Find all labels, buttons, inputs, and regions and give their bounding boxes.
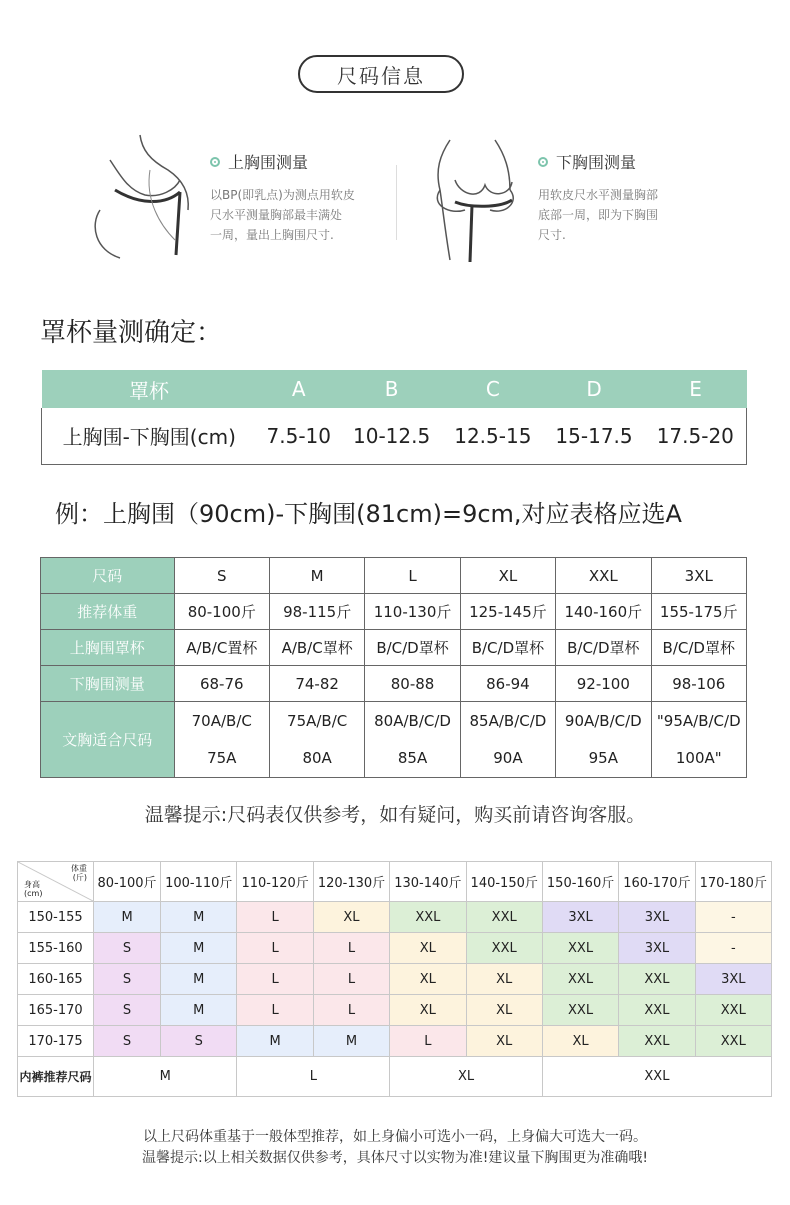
cup-range-cell: 7.5-10	[257, 408, 342, 464]
weight-label: 推荐体重	[41, 594, 175, 630]
grid-row	[18, 964, 772, 995]
size-cell: L	[365, 558, 460, 594]
bra-fit-cell: 90A/B/C/D	[556, 702, 651, 740]
page-title: 尺码信息	[298, 55, 464, 93]
grid-row	[18, 902, 772, 933]
grid-size-cell: XXL	[466, 902, 542, 933]
grid-size-cell: L	[313, 964, 389, 995]
cup-cell: B/C/D罩杯	[651, 630, 746, 666]
grid-size-cell: XXL	[542, 995, 618, 1026]
grid-size-cell: M	[313, 1026, 389, 1057]
grid-size-cell: M	[161, 964, 237, 995]
bra-fit-cell: 80A/B/C/D	[365, 702, 460, 740]
underwear-size-cell: M	[94, 1057, 237, 1097]
size-cell: 3XL	[651, 558, 746, 594]
bra-fit-cell: 85A/B/C/D	[460, 702, 555, 740]
lower-bust-desc-line: 尺寸.	[538, 228, 566, 242]
grid-size-cell: XL	[466, 964, 542, 995]
grid-weight-header: 160-170斤	[619, 862, 695, 902]
cup-table	[41, 370, 747, 465]
grid-size-cell: M	[94, 902, 161, 933]
bra-fit-cell: 75A	[174, 740, 269, 778]
grid-row	[18, 995, 772, 1026]
size-tip: 温馨提示:尺码表仅供参考，如有疑问，购买前请咨询客服。	[144, 804, 646, 826]
lower-bust-title: 下胸围测量	[556, 153, 637, 172]
under-bust-cell: 68-76	[174, 666, 269, 702]
grid-weight-header: 120-130斤	[313, 862, 389, 902]
cup-range-cell: 10-12.5	[341, 408, 442, 464]
grid-size-cell: XXL	[695, 995, 771, 1026]
under-bust-cell: 86-94	[460, 666, 555, 702]
weight-cell: 110-130斤	[365, 594, 460, 630]
bra-fit-cell: "95A/B/C/D	[651, 702, 746, 740]
under-bust-cell: 92-100	[556, 666, 651, 702]
bra-fit-cell: 85A	[365, 740, 460, 778]
lower-bust-desc-line: 底部一周，即为下胸围	[538, 208, 659, 222]
underwear-label: 内裤推荐尺码	[18, 1057, 94, 1097]
grid-size-cell: L	[313, 995, 389, 1026]
grid-weight-header: 80-100斤	[94, 862, 161, 902]
grid-size-cell: XXL	[619, 1026, 695, 1057]
underwear-size-cell: XL	[390, 1057, 543, 1097]
grid-size-cell: XXL	[466, 933, 542, 964]
grid-size-cell: S	[94, 995, 161, 1026]
size-cell: S	[174, 558, 269, 594]
cup-range-cell: 15-17.5	[543, 408, 644, 464]
grid-height-cell: 165-170	[18, 995, 94, 1026]
grid-size-cell: S	[161, 1026, 237, 1057]
grid-size-cell: XXL	[619, 995, 695, 1026]
grid-size-cell: S	[94, 933, 161, 964]
footer-tip: 温馨提示:以上相关数据仅供参考，具体尺寸以实物为准!建议量下胸围更为准确哦!	[142, 1150, 648, 1166]
grid-size-cell: XL	[466, 1026, 542, 1057]
grid-height-cell: 160-165	[18, 964, 94, 995]
grid-weight-header: 130-140斤	[390, 862, 466, 902]
bra-fit-cell: 70A/B/C	[174, 702, 269, 740]
bra-fit-cell: 90A	[460, 740, 555, 778]
cup-header-label: 罩杯	[42, 370, 257, 408]
upper-bust-measure-panel	[70, 120, 400, 270]
upper-bust-desc-line: 以BP(即乳点)为测点用软皮	[210, 188, 355, 202]
cup-section-title: 罩杯量测确定：	[40, 318, 223, 348]
cup-range-cell: 12.5-15	[442, 408, 543, 464]
under-bust-cell: 74-82	[269, 666, 364, 702]
grid-size-cell: M	[237, 1026, 313, 1057]
weight-cell: 98-115斤	[269, 594, 364, 630]
grid-height-cell: 155-160	[18, 933, 94, 964]
corner-height-label: 身高	[24, 880, 40, 889]
grid-size-cell: XXL	[542, 933, 618, 964]
grid-size-cell: S	[94, 1026, 161, 1057]
grid-size-cell: XL	[390, 964, 466, 995]
upper-bust-title: 上胸围测量	[228, 153, 309, 172]
bra-fit-label: 文胸适合尺码	[41, 702, 175, 778]
grid-size-cell: L	[237, 964, 313, 995]
size-table	[40, 557, 747, 778]
under-bust-cell: 98-106	[651, 666, 746, 702]
grid-weight-header: 110-120斤	[237, 862, 313, 902]
grid-weight-header: 140-150斤	[466, 862, 542, 902]
weight-cell: 140-160斤	[556, 594, 651, 630]
weight-cell: 125-145斤	[460, 594, 555, 630]
size-cell: XXL	[556, 558, 651, 594]
example-text: 例：上胸围（90cm)-下胸围(81cm)=9cm,对应表格应选A	[55, 500, 682, 528]
cup-row-label: 上胸围-下胸围(cm)	[42, 408, 257, 464]
cup-header-cell: B	[341, 370, 442, 408]
size-cell: M	[269, 558, 364, 594]
lower-bust-figure-illustration	[410, 130, 540, 265]
bra-fit-cell: 100A"	[651, 740, 746, 778]
weight-cell: 80-100斤	[174, 594, 269, 630]
weight-cell: 155-175斤	[651, 594, 746, 630]
cup-header-cell: C	[442, 370, 543, 408]
grid-size-cell: 3XL	[542, 902, 618, 933]
grid-body	[18, 902, 772, 1057]
grid-size-cell: L	[237, 902, 313, 933]
corner-weight-unit: (斤)	[72, 873, 87, 882]
corner-height-unit: (cm)	[24, 889, 43, 898]
grid-size-cell: L	[237, 995, 313, 1026]
grid-size-cell: XL	[313, 902, 389, 933]
grid-size-cell: L	[237, 933, 313, 964]
grid-size-cell: XXL	[619, 964, 695, 995]
grid-size-cell: -	[695, 902, 771, 933]
grid-weight-header: 150-160斤	[542, 862, 618, 902]
lower-bust-measure-panel	[400, 120, 730, 270]
cup-header-cell: D	[543, 370, 644, 408]
bullet-icon	[538, 157, 548, 167]
grid-weight-header: 170-180斤	[695, 862, 771, 902]
size-label: 尺码	[41, 558, 175, 594]
upper-bust-figure-illustration	[80, 130, 210, 260]
grid-size-cell: 3XL	[695, 964, 771, 995]
cup-cell: B/C/D罩杯	[460, 630, 555, 666]
under-bust-cell: 80-88	[365, 666, 460, 702]
grid-height-cell: 150-155	[18, 902, 94, 933]
grid-size-cell: 3XL	[619, 902, 695, 933]
grid-size-cell: XXL	[390, 902, 466, 933]
upper-bust-desc-line: 一周，量出上胸围尺寸.	[210, 228, 334, 242]
lower-bust-desc-line: 用软皮尺水平测量胸部	[538, 188, 659, 202]
underwear-size-cell: L	[237, 1057, 390, 1097]
grid-size-cell: L	[390, 1026, 466, 1057]
grid-size-cell: M	[161, 902, 237, 933]
grid-size-cell: XL	[390, 995, 466, 1026]
cup-header-cell: E	[645, 370, 747, 408]
grid-size-cell: L	[313, 933, 389, 964]
grid-row	[18, 1026, 772, 1057]
grid-size-cell: XL	[542, 1026, 618, 1057]
under-bust-label: 下胸围测量	[41, 666, 175, 702]
grid-size-cell: S	[94, 964, 161, 995]
cup-cell: B/C/D罩杯	[365, 630, 460, 666]
grid-corner	[18, 862, 94, 902]
size-cell: XL	[460, 558, 555, 594]
grid-size-cell: M	[161, 933, 237, 964]
grid-size-cell: XXL	[695, 1026, 771, 1057]
grid-row	[18, 933, 772, 964]
cup-cell: A/B/C置杯	[174, 630, 269, 666]
grid-size-cell: XL	[390, 933, 466, 964]
underwear-size-cell: XXL	[542, 1057, 771, 1097]
cup-header-cell: A	[257, 370, 342, 408]
grid-height-cell: 170-175	[18, 1026, 94, 1057]
upper-bust-desc-line: 尺水平测量胸部最丰满处	[210, 208, 343, 222]
cup-cell: B/C/D罩杯	[556, 630, 651, 666]
panel-divider	[396, 165, 397, 240]
height-weight-grid	[17, 861, 772, 1097]
grid-size-cell: M	[161, 995, 237, 1026]
grid-size-cell: XL	[466, 995, 542, 1026]
bullet-icon	[210, 157, 220, 167]
grid-size-cell: XXL	[542, 964, 618, 995]
bra-fit-cell: 75A/B/C	[269, 702, 364, 740]
bra-fit-cell: 95A	[556, 740, 651, 778]
grid-size-cell: -	[695, 933, 771, 964]
bra-fit-cell: 80A	[269, 740, 364, 778]
footer-note: 以上尺码体重基于一般体型推荐，如上身偏小可选小一码，上身偏大可选大一码。	[143, 1129, 647, 1145]
corner-weight-label: 体重	[71, 864, 87, 873]
grid-size-cell: 3XL	[619, 933, 695, 964]
grid-weight-header: 100-110斤	[161, 862, 237, 902]
cup-cell: A/B/C罩杯	[269, 630, 364, 666]
cup-label: 上胸围罩杯	[41, 630, 175, 666]
cup-range-cell: 17.5-20	[645, 408, 747, 464]
